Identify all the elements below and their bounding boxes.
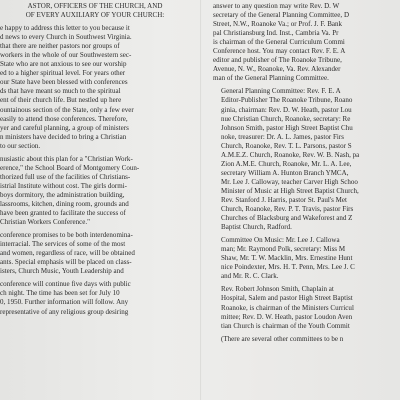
text-line: is chairman of the General Curriculum Commi <box>213 38 345 47</box>
text-line: editor and publisher of The Roanoke Tribune, <box>213 56 342 65</box>
text-line: ed to a higher spiritual level. For years other <box>0 69 126 78</box>
text-line: nice Poindexter, Mrs. H. T. Penn, Mrs. Lee J. C <box>221 263 355 272</box>
left-column <box>0 2 190 317</box>
text-line: Street, N.W., Roanoke Va.; or Prof. J. F. Bank <box>213 20 343 29</box>
text-line: Churches of Blacksburg and Wakeforest and Z <box>221 214 353 223</box>
text-line: ants. Special emphasis will be placed on class- <box>0 258 132 267</box>
paragraph <box>0 24 190 151</box>
text-line: Shaw, Mr. T. W. Macklin, Mrs. Ernestine Hunt <box>221 254 353 263</box>
text-line: easily to attend those conferences. Therefore, <box>0 114 128 123</box>
text-line: OF EVERY AUXILIARY OF YOUR CHURCH: <box>25 11 165 20</box>
text-line: pal Christiansburg Ind. Inst., Cambria Va. Pr <box>213 29 339 38</box>
text-line: lassrooms, kitchen, dining room, grounds and <box>0 199 129 208</box>
text-line: workers in the whole of our Southwestern sec- <box>0 51 132 60</box>
text-line: (There are several other committees to be n <box>221 334 344 343</box>
text-line: conference will continue five days with public <box>0 280 131 289</box>
text-line: secretary of the General Planning Committee, D <box>213 11 350 20</box>
text-line: conference promises to be both interdenomina- <box>0 231 133 240</box>
text-line: nue Christian Church, Roanoke, secretary: Re <box>221 114 351 123</box>
text-line: d news to every Church in Southwest Virginia. <box>0 33 132 42</box>
text-line: Hospital, Salem and pastor High Street Baptist <box>221 294 353 303</box>
text-line: that there are neither pastors nor groups of <box>0 42 120 51</box>
text-line: man of the General Planning Committee. <box>213 74 329 83</box>
page-fold <box>200 0 202 400</box>
text-line: erence," the School Board of Montgomery Coun- <box>0 163 140 172</box>
text-line: Zion A.M.E. Church, Roanoke, Mr. L. A. Lee, <box>221 159 352 168</box>
text-line: Johnson Smith, pastor High Street Baptist Chu <box>221 123 353 132</box>
text-line: istrial Institute without cost. The girls dormi- <box>0 181 128 190</box>
text-line: our State have been blessed with conferences <box>0 78 128 87</box>
text-line: isters, Church Music, Youth Leadership and <box>0 267 124 276</box>
text-line: ent of their church life. But nestled up here <box>0 96 122 105</box>
text-line: n ministers have decided to bring a Christian <box>0 132 127 141</box>
text-line: answer to any question may write Rev. D. W <box>213 2 340 10</box>
paragraph <box>0 155 190 227</box>
text-line: ASTOR, OFFICERS OF THE CHURCH, AND <box>27 2 163 10</box>
text-line: Rev. Stanford J. Harris, pastor St. Paul's Met <box>221 195 347 204</box>
text-line: Rev. Robert Johnson Smith, Chaplain at <box>221 285 334 294</box>
text-line: Editor-Publisher The Roanoke Tribune, Roano <box>221 96 353 105</box>
text-line: ginia, chairman: Rev. D. W. Heath, pastor Lou <box>221 105 352 114</box>
text-line: Avenue, N. W., Roanoke, Va. Rev. Alexander <box>213 65 341 74</box>
text-line: to our section. <box>0 141 41 150</box>
right-column <box>213 2 400 344</box>
text-line: e happy to address this letter to you because it <box>0 24 130 33</box>
text-line: representative of any religious group desiring <box>0 307 129 316</box>
text-line: have been granted to facilitate the success of <box>0 209 126 218</box>
text-line: nusiastic about this plan for a "Christian Work- <box>0 154 133 163</box>
paragraph <box>213 2 400 83</box>
paragraph <box>0 280 190 316</box>
text-line: General Planning Committee: Rev. F. E. A <box>221 87 341 96</box>
text-line: Church, Roanoke, Rev. T. L. Parsons, pastor S <box>221 141 352 150</box>
text-line: noke, treasurer: Dr. A. L. James, pastor Firs <box>221 132 344 141</box>
paragraph <box>213 335 400 344</box>
text-line: ountainous section of the State, only a few ever <box>0 105 134 114</box>
text-line: Baptist Church, Radford. <box>221 223 292 232</box>
paragraph <box>213 285 400 330</box>
text-line: ch night. The time has been set for July 10 <box>0 289 120 298</box>
text-line: and Mr. R. C. Clark. <box>221 272 279 281</box>
text-line: yer and careful planning, a group of ministers <box>0 123 129 132</box>
text-line: State who are not anxious to see our worship <box>0 60 127 69</box>
paragraph <box>213 87 400 232</box>
text-line: mittee; Rev. D. W. Heath, pastor Loudon Aven <box>221 312 353 321</box>
text-line: boys dormitory, the administration building, <box>0 190 125 199</box>
text-line: Roanoke, is chairman of the Ministers Curricul <box>221 303 354 312</box>
text-line: and women, regardless of race, will be obtained <box>0 249 135 258</box>
text-line: thorized full use of the facilities of Christians- <box>0 172 131 181</box>
text-line: Minister of Music at High Street Baptist Church, <box>221 186 359 195</box>
text-line: Christian Workers Conference." <box>0 218 91 227</box>
text-line: Conference host. You may contact Rev. F. E. A <box>213 47 346 56</box>
text-line: A.M.E.Z. Church, Roanoke, Rev. W. B. Nash, pa <box>221 150 360 159</box>
paragraph <box>213 236 400 281</box>
text-line: 0, 1950. Further information will follow. Any <box>0 298 129 307</box>
text-line: secretary William A. Hunton Branch YMCA, <box>221 168 349 177</box>
text-line: tian Church is chairman of the Youth Commit <box>221 321 350 330</box>
text-line: Church, Roanoke, Rev. P. T. Travis, pastor Firs <box>221 205 354 214</box>
text-line: Mr. Lee J. Calloway, teacher Carver High Schoo <box>221 177 358 186</box>
text-line: man; Mr. Raymond Polk, secretary: Miss M <box>221 245 346 254</box>
heading <box>0 2 190 20</box>
text-line: interracial. The services of some of the most <box>0 240 126 249</box>
text-line: ds that have meant so much to the spiritual <box>0 87 121 96</box>
paragraph <box>0 231 190 276</box>
text-line: Committee On Music: Mr. Lee J. Callowa <box>221 236 340 245</box>
